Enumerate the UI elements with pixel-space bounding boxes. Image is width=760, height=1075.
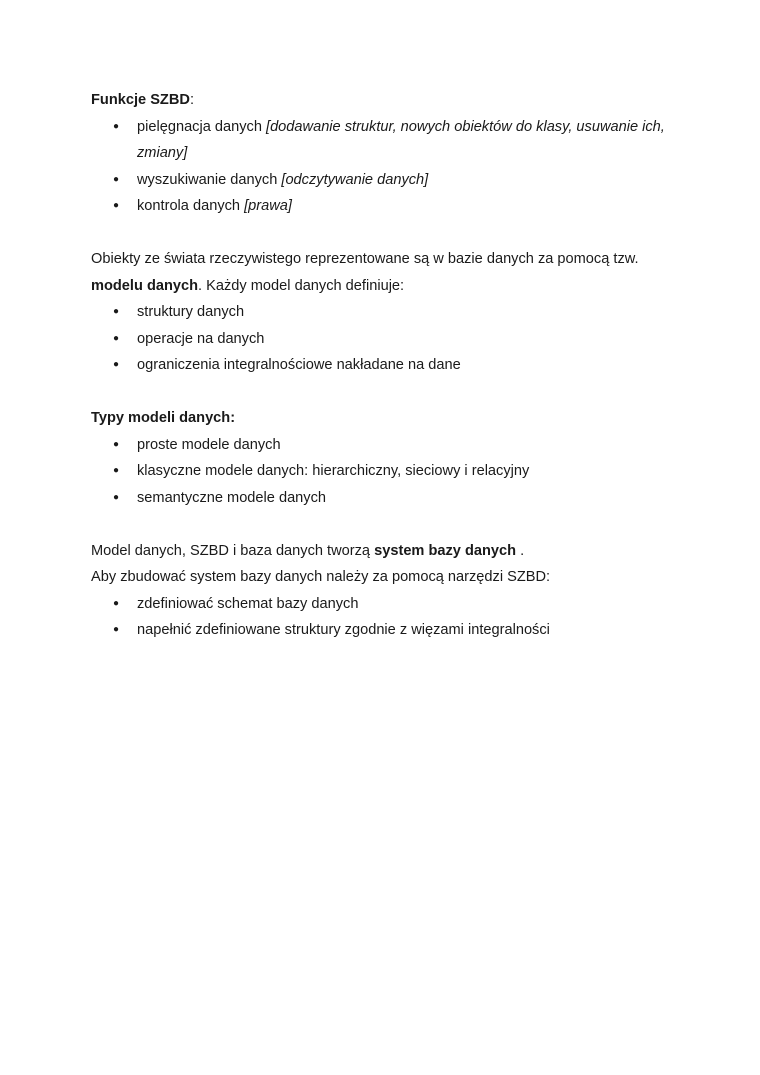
item-note: [prawa] [244,198,292,214]
item-text: semantyczne modele danych [137,489,327,506]
bullet-icon: ● [113,438,120,450]
list-item [91,591,681,618]
list-item [91,485,681,512]
list-item [91,352,681,379]
spacer [91,379,681,406]
bullet-icon: ● [113,465,120,476]
intro-text: Obiekty ze świata rzeczywistego reprezentowane są w bazie danych za pomocą tzw. [91,251,639,267]
bullet-list-kroki [91,591,681,644]
line2-text: Aby zbudować system bazy danych należy za pomocą narzędzi SZBD: [91,569,551,585]
list-item [91,432,681,459]
bullet-icon: ● [113,624,120,635]
spacer [91,511,681,538]
item-note: [odczytywanie danych] [281,171,429,188]
list-item [91,193,681,220]
paragraph-aby [91,564,681,591]
item-note: [dodawanie struktur, nowych obiektów do klasy, usuwanie ich, zmiany] [137,118,665,161]
item-text: zdefiniować schemat bazy danych [137,595,359,612]
item-text: proste modele danych [137,436,281,453]
item-text: kontrola danych [137,198,245,214]
line1-before: Model danych, SZBD i baza danych tworzą [91,542,375,559]
item-text: ograniczenia integralnościowe nakładane na dane [137,357,461,373]
document-page [91,87,681,644]
list-item [91,458,681,485]
bullet-list-typy [91,432,681,512]
bullet-list-definiuje [91,299,681,379]
bullet-icon: ● [113,173,120,185]
section-heading-typy [91,405,681,432]
item-text: struktury danych [137,304,245,320]
item-text: wyszukiwanie danych [137,171,282,188]
item-text: klasyczne modele danych: hierarchiczny, sieciowy i relacyjny [137,463,530,479]
paragraph-obiekty [91,246,681,299]
list-item [91,617,681,644]
bullet-icon: ● [113,120,120,132]
bullet-icon: ● [113,491,120,503]
after-term-text: . Każdy model danych definiuje: [198,277,405,294]
item-text: pielęgnacja danych [137,118,267,135]
heading-text: Typy modeli danych: [91,410,236,426]
bullet-icon: ● [113,597,120,609]
list-item [91,114,681,167]
section-heading-funkcje [91,87,681,114]
list-item [91,167,681,194]
paragraph-system [91,538,681,565]
item-text: napełnić zdefiniowane struktury zgodnie z więzami integralności [137,622,550,638]
heading-colon: : [189,92,194,108]
term-system-bazy-danych: system bazy danych [374,542,517,559]
bullet-icon: ● [113,359,120,370]
bullet-icon: ● [113,200,120,211]
heading-text: Funkcje SZBD [91,92,190,108]
list-item [91,326,681,353]
item-text: operacje na danych [137,330,265,347]
bullet-list-funkcje [91,114,681,220]
bullet-icon: ● [113,332,120,344]
list-item [91,299,681,326]
line1-after: . [516,542,525,559]
spacer [91,220,681,247]
term-model-danych: modelu danych [91,277,199,294]
bullet-icon: ● [113,306,120,317]
